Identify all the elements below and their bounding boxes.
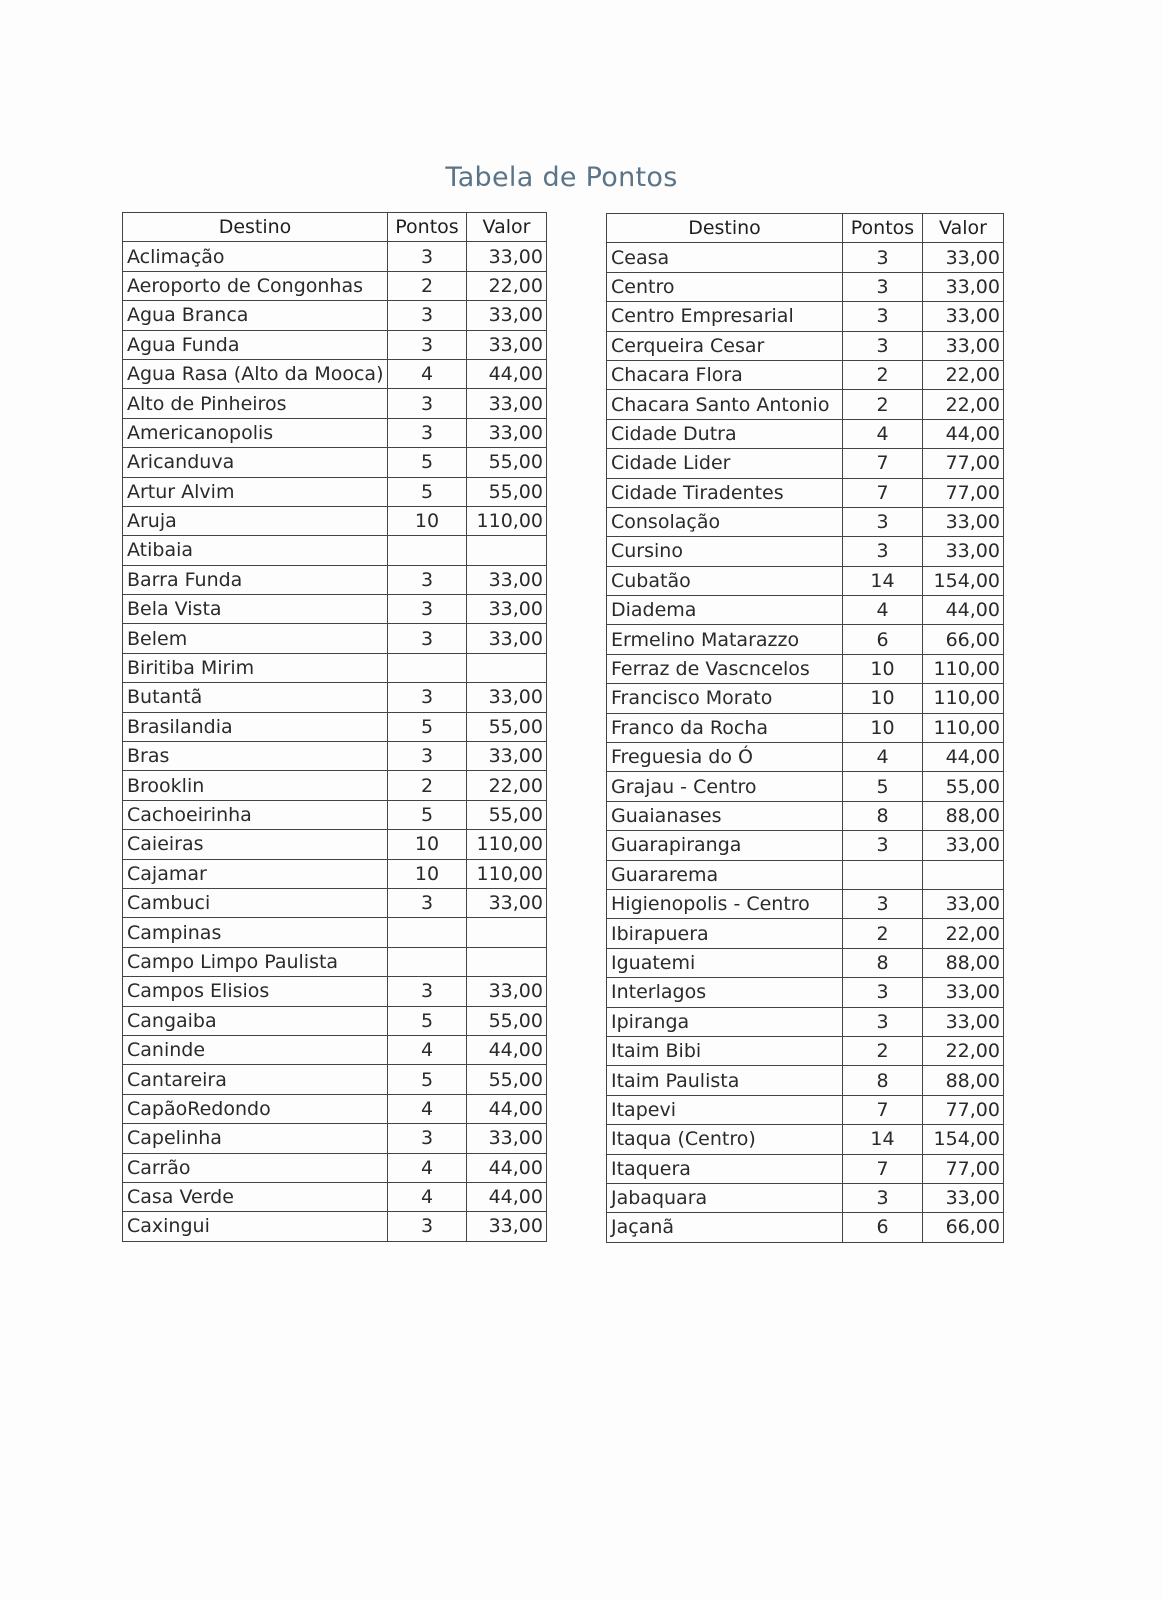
- cell-pontos: 3: [388, 624, 467, 653]
- cell-pontos: 5: [388, 1006, 467, 1035]
- table-row: [123, 418, 547, 447]
- table-row: [123, 389, 547, 418]
- cell-destino: Aricanduva: [123, 448, 388, 477]
- points-table-left: [122, 212, 547, 1242]
- cell-destino: Cidade Dutra: [607, 419, 843, 448]
- cell-pontos: 4: [843, 743, 923, 772]
- cell-valor: 55,00: [467, 1065, 547, 1094]
- cell-destino: Centro: [607, 272, 843, 301]
- cell-destino: Freguesia do Ó: [607, 743, 843, 772]
- cell-destino: Brasilandia: [123, 712, 388, 741]
- table-row: [607, 596, 1004, 625]
- cell-pontos: 6: [843, 1213, 923, 1242]
- table-row: [607, 566, 1004, 595]
- cell-valor: 33,00: [923, 889, 1004, 918]
- cell-pontos: 3: [388, 1212, 467, 1241]
- table-row: [123, 1212, 547, 1241]
- cell-valor: 33,00: [923, 331, 1004, 360]
- cell-destino: Alto de Pinheiros: [123, 389, 388, 418]
- cell-destino: Cursino: [607, 537, 843, 566]
- table-row: [123, 742, 547, 771]
- table-row: [607, 390, 1004, 419]
- cell-pontos: 3: [388, 330, 467, 359]
- cell-destino: Guarapiranga: [607, 831, 843, 860]
- cell-valor: 33,00: [923, 537, 1004, 566]
- cell-destino: Caninde: [123, 1035, 388, 1064]
- cell-pontos: 4: [388, 1182, 467, 1211]
- cell-pontos: 3: [388, 301, 467, 330]
- table-row: [607, 948, 1004, 977]
- cell-pontos: 4: [388, 1094, 467, 1123]
- header-row: [607, 214, 1004, 243]
- cell-destino: Brooklin: [123, 771, 388, 800]
- cell-pontos: [388, 653, 467, 682]
- cell-valor: 88,00: [923, 1066, 1004, 1095]
- cell-pontos: 3: [388, 683, 467, 712]
- table-row: [123, 1182, 547, 1211]
- table-row: [607, 272, 1004, 301]
- table-row: [123, 301, 547, 330]
- cell-pontos: 3: [843, 302, 923, 331]
- table-row: [123, 271, 547, 300]
- cell-valor: 22,00: [467, 271, 547, 300]
- cell-valor: 77,00: [923, 1095, 1004, 1124]
- cell-destino: Ferraz de Vascncelos: [607, 654, 843, 683]
- cell-valor: 33,00: [923, 243, 1004, 272]
- cell-destino: Iguatemi: [607, 948, 843, 977]
- cell-pontos: 3: [843, 831, 923, 860]
- table-row: [607, 801, 1004, 830]
- cell-pontos: [388, 947, 467, 976]
- cell-pontos: [388, 536, 467, 565]
- cell-valor: 88,00: [923, 801, 1004, 830]
- cell-destino: Aeroporto de Congonhas: [123, 271, 388, 300]
- cell-pontos: 14: [843, 1125, 923, 1154]
- cell-valor: 33,00: [923, 978, 1004, 1007]
- table-row: [607, 331, 1004, 360]
- cell-pontos: 5: [388, 800, 467, 829]
- cell-valor: [923, 860, 1004, 889]
- cell-pontos: 3: [843, 889, 923, 918]
- cell-pontos: 7: [843, 449, 923, 478]
- cell-pontos: [843, 860, 923, 889]
- cell-valor: 33,00: [467, 742, 547, 771]
- cell-destino: Guararema: [607, 860, 843, 889]
- cell-valor: 33,00: [923, 1183, 1004, 1212]
- cell-destino: Belem: [123, 624, 388, 653]
- cell-valor: 33,00: [467, 595, 547, 624]
- cell-pontos: 3: [388, 595, 467, 624]
- table-row: [607, 831, 1004, 860]
- cell-pontos: 7: [843, 1095, 923, 1124]
- table-row: [123, 536, 547, 565]
- cell-pontos: 3: [843, 272, 923, 301]
- cell-destino: Barra Funda: [123, 565, 388, 594]
- cell-destino: Cantareira: [123, 1065, 388, 1094]
- cell-destino: Francisco Morato: [607, 684, 843, 713]
- cell-valor: [467, 653, 547, 682]
- cell-destino: Itapevi: [607, 1095, 843, 1124]
- cell-destino: Interlagos: [607, 978, 843, 1007]
- cell-valor: 44,00: [923, 743, 1004, 772]
- cell-destino: Campinas: [123, 918, 388, 947]
- cell-pontos: 3: [388, 389, 467, 418]
- table-row: [123, 565, 547, 594]
- table-row: [607, 1213, 1004, 1242]
- table-row: [607, 478, 1004, 507]
- cell-valor: 110,00: [923, 684, 1004, 713]
- cell-valor: 33,00: [467, 565, 547, 594]
- cell-valor: 44,00: [923, 596, 1004, 625]
- table-row: [123, 1124, 547, 1153]
- cell-pontos: 3: [843, 507, 923, 536]
- table-row: [607, 889, 1004, 918]
- table-row: [607, 1183, 1004, 1212]
- cell-pontos: 5: [388, 712, 467, 741]
- cell-valor: 55,00: [467, 477, 547, 506]
- table-row: [607, 360, 1004, 389]
- cell-destino: Higienopolis - Centro: [607, 889, 843, 918]
- table-row: [123, 712, 547, 741]
- cell-destino: Caieiras: [123, 830, 388, 859]
- cell-destino: Cambuci: [123, 888, 388, 917]
- table-row: [607, 684, 1004, 713]
- cell-destino: Cerqueira Cesar: [607, 331, 843, 360]
- table-row: [607, 978, 1004, 1007]
- cell-pontos: 3: [843, 1007, 923, 1036]
- cell-pontos: 10: [388, 859, 467, 888]
- cell-valor: 55,00: [467, 448, 547, 477]
- cell-valor: 33,00: [467, 418, 547, 447]
- cell-valor: [467, 918, 547, 947]
- table-row: [607, 654, 1004, 683]
- header-valor: Valor: [467, 213, 547, 242]
- table-row: [123, 918, 547, 947]
- table-row: [123, 624, 547, 653]
- table-row: [607, 1007, 1004, 1036]
- table-row: [607, 1066, 1004, 1095]
- cell-destino: Cubatão: [607, 566, 843, 595]
- cell-pontos: 5: [388, 1065, 467, 1094]
- table-row: [607, 507, 1004, 536]
- cell-destino: Consolação: [607, 507, 843, 536]
- cell-destino: Itaim Paulista: [607, 1066, 843, 1095]
- cell-destino: Biritiba Mirim: [123, 653, 388, 682]
- cell-pontos: 3: [388, 242, 467, 271]
- cell-destino: Americanopolis: [123, 418, 388, 447]
- cell-destino: Ermelino Matarazzo: [607, 625, 843, 654]
- table-row: [123, 359, 547, 388]
- cell-destino: Cidade Tiradentes: [607, 478, 843, 507]
- cell-destino: Agua Funda: [123, 330, 388, 359]
- cell-pontos: 3: [388, 565, 467, 594]
- cell-valor: 110,00: [467, 506, 547, 535]
- cell-destino: Campos Elisios: [123, 977, 388, 1006]
- cell-valor: 77,00: [923, 478, 1004, 507]
- cell-destino: Campo Limpo Paulista: [123, 947, 388, 976]
- table-row: [123, 1065, 547, 1094]
- table-row: [123, 977, 547, 1006]
- cell-destino: Butantã: [123, 683, 388, 712]
- table-row: [123, 888, 547, 917]
- cell-destino: Bela Vista: [123, 595, 388, 624]
- cell-valor: 22,00: [467, 771, 547, 800]
- cell-pontos: 4: [388, 1035, 467, 1064]
- cell-pontos: 3: [843, 1183, 923, 1212]
- cell-pontos: 5: [843, 772, 923, 801]
- cell-pontos: 7: [843, 478, 923, 507]
- cell-pontos: 3: [388, 977, 467, 1006]
- cell-destino: Cachoeirinha: [123, 800, 388, 829]
- cell-valor: 33,00: [467, 624, 547, 653]
- cell-destino: Franco da Rocha: [607, 713, 843, 742]
- cell-destino: Itaqua (Centro): [607, 1125, 843, 1154]
- cell-destino: Artur Alvim: [123, 477, 388, 506]
- header-destino: Destino: [123, 213, 388, 242]
- cell-valor: 154,00: [923, 566, 1004, 595]
- cell-valor: 33,00: [467, 683, 547, 712]
- cell-valor: 44,00: [467, 359, 547, 388]
- cell-valor: 44,00: [923, 419, 1004, 448]
- cell-valor: 77,00: [923, 1154, 1004, 1183]
- cell-pontos: 3: [843, 978, 923, 1007]
- cell-destino: Agua Branca: [123, 301, 388, 330]
- cell-pontos: 10: [843, 713, 923, 742]
- cell-valor: 33,00: [467, 330, 547, 359]
- cell-pontos: 2: [388, 271, 467, 300]
- cell-valor: 33,00: [923, 1007, 1004, 1036]
- cell-valor: 55,00: [467, 1006, 547, 1035]
- table-row: [607, 449, 1004, 478]
- table-row: [123, 477, 547, 506]
- cell-destino: Agua Rasa (Alto da Mooca): [123, 359, 388, 388]
- cell-valor: 33,00: [467, 389, 547, 418]
- table-row: [123, 859, 547, 888]
- table-row: [607, 537, 1004, 566]
- cell-destino: CapãoRedondo: [123, 1094, 388, 1123]
- cell-destino: Grajau - Centro: [607, 772, 843, 801]
- cell-destino: Chacara Santo Antonio: [607, 390, 843, 419]
- cell-valor: 66,00: [923, 1213, 1004, 1242]
- cell-pontos: 4: [388, 359, 467, 388]
- cell-pontos: 2: [843, 919, 923, 948]
- table-row: [607, 1095, 1004, 1124]
- table-row: [123, 595, 547, 624]
- cell-valor: 22,00: [923, 919, 1004, 948]
- cell-valor: 110,00: [923, 654, 1004, 683]
- cell-pontos: 5: [388, 448, 467, 477]
- table-row: [123, 1006, 547, 1035]
- table-row: [123, 330, 547, 359]
- cell-pontos: 2: [843, 390, 923, 419]
- points-table-right: [606, 213, 1004, 1243]
- cell-destino: Cajamar: [123, 859, 388, 888]
- cell-pontos: 3: [843, 243, 923, 272]
- cell-pontos: 2: [843, 360, 923, 389]
- cell-valor: 33,00: [923, 831, 1004, 860]
- cell-pontos: 2: [843, 1036, 923, 1065]
- table-row: [607, 713, 1004, 742]
- cell-pontos: 5: [388, 477, 467, 506]
- header-row: [123, 213, 547, 242]
- cell-destino: Carrão: [123, 1153, 388, 1182]
- cell-destino: Itaim Bibi: [607, 1036, 843, 1065]
- cell-destino: Chacara Flora: [607, 360, 843, 389]
- cell-destino: Aruja: [123, 506, 388, 535]
- cell-pontos: 3: [388, 742, 467, 771]
- cell-destino: Bras: [123, 742, 388, 771]
- table-row: [607, 1125, 1004, 1154]
- table-row: [607, 772, 1004, 801]
- cell-pontos: 7: [843, 1154, 923, 1183]
- cell-pontos: 2: [388, 771, 467, 800]
- table-row: [607, 625, 1004, 654]
- cell-valor: 66,00: [923, 625, 1004, 654]
- cell-valor: 33,00: [923, 507, 1004, 536]
- table-row: [123, 653, 547, 682]
- cell-valor: 33,00: [467, 1212, 547, 1241]
- table-row: [607, 243, 1004, 272]
- cell-valor: 33,00: [923, 302, 1004, 331]
- cell-destino: Ipiranga: [607, 1007, 843, 1036]
- cell-pontos: 4: [843, 596, 923, 625]
- table-row: [123, 448, 547, 477]
- cell-pontos: 3: [843, 331, 923, 360]
- cell-pontos: 8: [843, 948, 923, 977]
- cell-valor: 154,00: [923, 1125, 1004, 1154]
- cell-destino: Guaianases: [607, 801, 843, 830]
- table-row: [123, 683, 547, 712]
- header-valor: Valor: [923, 214, 1004, 243]
- cell-pontos: 8: [843, 801, 923, 830]
- cell-valor: 33,00: [467, 1124, 547, 1153]
- cell-destino: Diadema: [607, 596, 843, 625]
- cell-pontos: 6: [843, 625, 923, 654]
- cell-destino: Cangaiba: [123, 1006, 388, 1035]
- cell-destino: Aclimação: [123, 242, 388, 271]
- page-title: Tabela de Pontos: [445, 162, 678, 193]
- cell-destino: Atibaia: [123, 536, 388, 565]
- cell-pontos: 3: [388, 418, 467, 447]
- cell-destino: Jaçanã: [607, 1213, 843, 1242]
- cell-pontos: 4: [843, 419, 923, 448]
- table-row: [607, 743, 1004, 772]
- cell-valor: 44,00: [467, 1094, 547, 1123]
- table-row: [123, 771, 547, 800]
- cell-destino: Cidade Lider: [607, 449, 843, 478]
- cell-pontos: 8: [843, 1066, 923, 1095]
- cell-valor: 33,00: [467, 301, 547, 330]
- cell-valor: 33,00: [923, 272, 1004, 301]
- cell-valor: 110,00: [467, 830, 547, 859]
- cell-pontos: 10: [388, 506, 467, 535]
- table-row: [607, 419, 1004, 448]
- header-pontos: Pontos: [388, 213, 467, 242]
- cell-valor: 22,00: [923, 1036, 1004, 1065]
- header-pontos: Pontos: [843, 214, 923, 243]
- cell-pontos: 4: [388, 1153, 467, 1182]
- cell-valor: [467, 947, 547, 976]
- table-row: [607, 1154, 1004, 1183]
- cell-valor: 55,00: [467, 800, 547, 829]
- cell-valor: 55,00: [467, 712, 547, 741]
- cell-pontos: 3: [388, 1124, 467, 1153]
- cell-valor: 44,00: [467, 1182, 547, 1211]
- cell-destino: Centro Empresarial: [607, 302, 843, 331]
- cell-pontos: 10: [843, 684, 923, 713]
- cell-destino: Ibirapuera: [607, 919, 843, 948]
- table-row: [607, 919, 1004, 948]
- cell-pontos: 3: [388, 888, 467, 917]
- cell-valor: 22,00: [923, 360, 1004, 389]
- table-row: [123, 1094, 547, 1123]
- table-row: [123, 242, 547, 271]
- cell-valor: 44,00: [467, 1035, 547, 1064]
- cell-destino: Itaquera: [607, 1154, 843, 1183]
- table-row: [607, 302, 1004, 331]
- cell-valor: 44,00: [467, 1153, 547, 1182]
- cell-valor: 22,00: [923, 390, 1004, 419]
- cell-pontos: [388, 918, 467, 947]
- cell-pontos: 14: [843, 566, 923, 595]
- cell-valor: 55,00: [923, 772, 1004, 801]
- cell-valor: 33,00: [467, 977, 547, 1006]
- cell-destino: Jabaquara: [607, 1183, 843, 1212]
- table-row: [123, 947, 547, 976]
- table-row: [607, 1036, 1004, 1065]
- cell-destino: Caxingui: [123, 1212, 388, 1241]
- cell-valor: 88,00: [923, 948, 1004, 977]
- header-destino: Destino: [607, 214, 843, 243]
- table-row: [123, 1035, 547, 1064]
- cell-destino: Ceasa: [607, 243, 843, 272]
- table-row: [123, 506, 547, 535]
- table-row: [123, 1153, 547, 1182]
- table-row: [123, 800, 547, 829]
- cell-valor: 110,00: [923, 713, 1004, 742]
- table-row: [123, 830, 547, 859]
- cell-pontos: 3: [843, 537, 923, 566]
- cell-valor: 77,00: [923, 449, 1004, 478]
- cell-valor: 33,00: [467, 888, 547, 917]
- cell-destino: Capelinha: [123, 1124, 388, 1153]
- cell-destino: Casa Verde: [123, 1182, 388, 1211]
- cell-valor: 33,00: [467, 242, 547, 271]
- cell-valor: 110,00: [467, 859, 547, 888]
- cell-valor: [467, 536, 547, 565]
- cell-pontos: 10: [388, 830, 467, 859]
- cell-pontos: 10: [843, 654, 923, 683]
- table-row: [607, 860, 1004, 889]
